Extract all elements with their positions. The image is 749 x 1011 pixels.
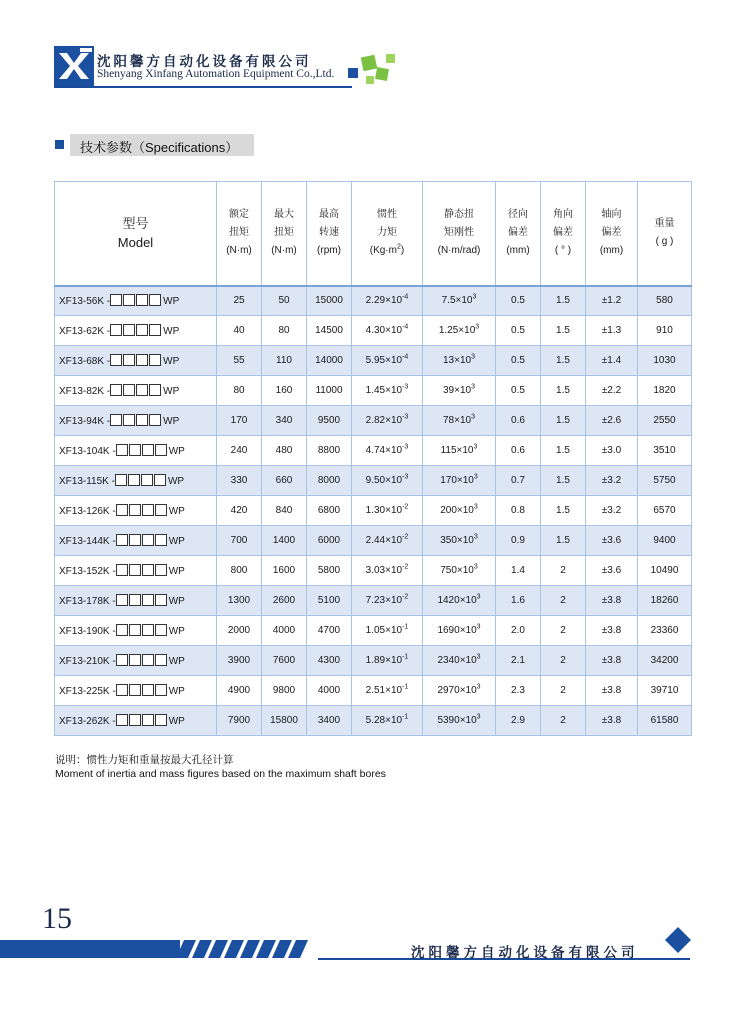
- option-box-icon: [142, 684, 154, 696]
- option-box-icon: [116, 534, 128, 546]
- cell-axial: ±3.6: [586, 526, 638, 556]
- cell-model: XF13-104K - WP: [55, 436, 217, 466]
- option-box-icon: [155, 504, 167, 516]
- cell-max-torque: 840: [262, 496, 307, 526]
- cell-model: XF13-94K - WP: [55, 406, 217, 436]
- cell-inertia: $5.95\times 10^{-4}$: [352, 346, 423, 376]
- cell-angular: 1.5: [541, 406, 586, 436]
- header-divider: [54, 86, 352, 88]
- cell-angular: 1.5: [541, 316, 586, 346]
- option-box-icon: [115, 474, 127, 486]
- option-box-icon: [110, 324, 122, 336]
- cell-rated-torque: 1300: [217, 586, 262, 616]
- option-box-icon: [116, 654, 128, 666]
- option-box-icon: [123, 294, 135, 306]
- cell-weight: 580: [638, 286, 692, 316]
- option-box-icon: [110, 414, 122, 426]
- col-header-stiffness: 静态扭 矩刚性 (N·m/rad): [423, 182, 496, 286]
- cell-radial: 0.5: [496, 346, 541, 376]
- cell-radial: 0.5: [496, 316, 541, 346]
- col-header-weight: 重量 ( g ): [638, 182, 692, 286]
- cell-inertia: $1.30\times 10^{-2}$: [352, 496, 423, 526]
- cell-model: XF13-262K - WP: [55, 706, 217, 736]
- option-box-icon: [155, 714, 167, 726]
- cell-model: XF13-144K - WP: [55, 526, 217, 556]
- option-box-icon: [141, 474, 153, 486]
- cell-max-torque: 80: [262, 316, 307, 346]
- cell-radial: 0.7: [496, 466, 541, 496]
- option-box-icon: [149, 414, 161, 426]
- cell-model: XF13-190K - WP: [55, 616, 217, 646]
- cell-weight: 61580: [638, 706, 692, 736]
- cell-model: XF13-126K - WP: [55, 496, 217, 526]
- option-box-icon: [123, 414, 135, 426]
- cell-inertia: $2.51\times 10^{-1}$: [352, 676, 423, 706]
- footer-stripe-band: [0, 940, 320, 958]
- cell-model: XF13-82K - WP: [55, 376, 217, 406]
- cell-max-speed: 5100: [307, 586, 352, 616]
- cell-stiffness: $7.5\times 10^3$: [423, 286, 496, 316]
- company-name-en: Shenyang Xinfang Automation Equipment Co.,Ltd.: [97, 68, 335, 80]
- cell-angular: 2: [541, 556, 586, 586]
- section-title: 技术参数（Specifications）: [80, 140, 239, 155]
- table-row: [55, 616, 692, 646]
- cell-inertia: $4.74\times 10^{-3}$: [352, 436, 423, 466]
- cell-max-speed: 9500: [307, 406, 352, 436]
- option-box-icon: [129, 714, 141, 726]
- cell-max-speed: 8800: [307, 436, 352, 466]
- cell-model: XF13-152K - WP: [55, 556, 217, 586]
- cell-inertia: $3.03\times 10^{-2}$: [352, 556, 423, 586]
- table-row: [55, 496, 692, 526]
- option-box-icon: [142, 564, 154, 576]
- col-header-max-torque: 最大 扭矩 (N·m): [262, 182, 307, 286]
- cell-max-torque: 9800: [262, 676, 307, 706]
- cell-angular: 2: [541, 586, 586, 616]
- cell-axial: ±3.2: [586, 466, 638, 496]
- col-header-rated-torque: 额定 扭矩 (N·m): [217, 182, 262, 286]
- cell-stiffness: $5390\times 10^3$: [423, 706, 496, 736]
- footer-company-name: 沈阳馨方自动化设备有限公司: [411, 945, 639, 960]
- cell-weight: 6570: [638, 496, 692, 526]
- cell-stiffness: $2970\times 10^3$: [423, 676, 496, 706]
- cell-angular: 2: [541, 616, 586, 646]
- company-name-cn: 沈阳馨方自动化设备有限公司: [97, 54, 312, 69]
- cell-max-speed: 3400: [307, 706, 352, 736]
- cell-radial: 2.3: [496, 676, 541, 706]
- cell-axial: ±3.0: [586, 436, 638, 466]
- table-row: [55, 586, 692, 616]
- option-box-icon: [149, 354, 161, 366]
- note-chinese: 说明：惯性力矩和重量按最大孔径计算: [55, 754, 234, 766]
- cell-radial: 0.5: [496, 286, 541, 316]
- cell-weight: 10490: [638, 556, 692, 586]
- cell-rated-torque: 240: [217, 436, 262, 466]
- cell-rated-torque: 40: [217, 316, 262, 346]
- option-box-icon: [142, 714, 154, 726]
- option-box-icon: [155, 684, 167, 696]
- option-box-icon: [116, 594, 128, 606]
- table-row: [55, 466, 692, 496]
- option-box-icon: [123, 354, 135, 366]
- option-box-icon: [116, 714, 128, 726]
- specifications-table: [54, 181, 692, 736]
- cell-rated-torque: 330: [217, 466, 262, 496]
- cell-max-speed: 14500: [307, 316, 352, 346]
- option-box-icon: [129, 564, 141, 576]
- cell-angular: 2: [541, 706, 586, 736]
- cell-stiffness: $1690\times 10^3$: [423, 616, 496, 646]
- cell-rated-torque: 2000: [217, 616, 262, 646]
- option-box-icon: [136, 414, 148, 426]
- option-box-icon: [136, 294, 148, 306]
- cell-max-torque: 160: [262, 376, 307, 406]
- cell-rated-torque: 7900: [217, 706, 262, 736]
- option-box-icon: [142, 534, 154, 546]
- cell-stiffness: $2340\times 10^3$: [423, 646, 496, 676]
- option-box-icon: [155, 444, 167, 456]
- col-header-axial: 轴向 偏差 (mm): [586, 182, 638, 286]
- cell-rated-torque: 4900: [217, 676, 262, 706]
- cell-angular: 1.5: [541, 526, 586, 556]
- col-header-radial: 径向 偏差 (mm): [496, 182, 541, 286]
- cell-weight: 39710: [638, 676, 692, 706]
- option-box-icon: [129, 594, 141, 606]
- cell-max-speed: 15000: [307, 286, 352, 316]
- cell-axial: ±2.2: [586, 376, 638, 406]
- cell-rated-torque: 55: [217, 346, 262, 376]
- cell-radial: 0.8: [496, 496, 541, 526]
- cell-stiffness: $78\times 10^3$: [423, 406, 496, 436]
- cell-weight: 1030: [638, 346, 692, 376]
- option-box-icon: [142, 654, 154, 666]
- cell-max-speed: 6800: [307, 496, 352, 526]
- option-box-icon: [142, 504, 154, 516]
- cell-axial: ±3.2: [586, 496, 638, 526]
- cell-angular: 1.5: [541, 436, 586, 466]
- cell-rated-torque: 800: [217, 556, 262, 586]
- cell-angular: 1.5: [541, 376, 586, 406]
- option-box-icon: [155, 534, 167, 546]
- cell-max-speed: 4300: [307, 646, 352, 676]
- option-box-icon: [142, 594, 154, 606]
- cell-radial: 0.5: [496, 376, 541, 406]
- cell-stiffness: $200\times 10^3$: [423, 496, 496, 526]
- col-header-max-speed: 最高 转速 (rpm): [307, 182, 352, 286]
- option-box-icon: [129, 624, 141, 636]
- col-header-inertia: 惯性 力矩 $(Kg\cdot m^2)$: [352, 182, 423, 286]
- cell-radial: 1.4: [496, 556, 541, 586]
- diamond-icon: [664, 926, 692, 954]
- cell-inertia: $5.28\times 10^{-1}$: [352, 706, 423, 736]
- page-number: 15: [42, 902, 72, 935]
- option-box-icon: [129, 504, 141, 516]
- cell-stiffness: $1420\times 10^3$: [423, 586, 496, 616]
- cell-max-torque: 15800: [262, 706, 307, 736]
- option-box-icon: [142, 444, 154, 456]
- option-box-icon: [123, 384, 135, 396]
- option-box-icon: [116, 564, 128, 576]
- option-box-icon: [149, 324, 161, 336]
- cell-inertia: $2.44\times 10^{-2}$: [352, 526, 423, 556]
- option-box-icon: [136, 384, 148, 396]
- cell-max-speed: 4000: [307, 676, 352, 706]
- cell-weight: 1820: [638, 376, 692, 406]
- option-box-icon: [155, 594, 167, 606]
- cell-weight: 5750: [638, 466, 692, 496]
- cell-stiffness: $1.25\times 10^3$: [423, 316, 496, 346]
- cell-axial: ±3.8: [586, 676, 638, 706]
- option-box-icon: [128, 474, 140, 486]
- cell-stiffness: $170\times 10^3$: [423, 466, 496, 496]
- table-row: [55, 436, 692, 466]
- cell-inertia: $1.05\times 10^{-1}$: [352, 616, 423, 646]
- cell-radial: 0.6: [496, 436, 541, 466]
- cell-max-torque: 660: [262, 466, 307, 496]
- cell-weight: 2550: [638, 406, 692, 436]
- option-box-icon: [154, 474, 166, 486]
- cell-stiffness: $350\times 10^3$: [423, 526, 496, 556]
- option-box-icon: [129, 534, 141, 546]
- option-box-icon: [116, 624, 128, 636]
- cell-max-torque: 480: [262, 436, 307, 466]
- cell-max-speed: 11000: [307, 376, 352, 406]
- table-row: [55, 646, 692, 676]
- option-box-icon: [110, 384, 122, 396]
- cell-max-torque: 340: [262, 406, 307, 436]
- cell-axial: ±1.3: [586, 316, 638, 346]
- table-header-row: [55, 182, 692, 286]
- cell-axial: ±2.6: [586, 406, 638, 436]
- cell-model: XF13-210K - WP: [55, 646, 217, 676]
- cell-model: XF13-178K - WP: [55, 586, 217, 616]
- cell-weight: 9400: [638, 526, 692, 556]
- cell-axial: ±3.6: [586, 556, 638, 586]
- table-row: [55, 706, 692, 736]
- cell-axial: ±3.8: [586, 616, 638, 646]
- cell-axial: ±3.8: [586, 706, 638, 736]
- table-row: [55, 316, 692, 346]
- cell-inertia: $1.89\times 10^{-1}$: [352, 646, 423, 676]
- option-box-icon: [142, 624, 154, 636]
- cell-angular: 2: [541, 646, 586, 676]
- table-row: [55, 376, 692, 406]
- table-row: [55, 556, 692, 586]
- cell-model: XF13-56K - WP: [55, 286, 217, 316]
- cell-max-torque: 1400: [262, 526, 307, 556]
- green-squares-decoration: [346, 50, 398, 90]
- cell-radial: 2.9: [496, 706, 541, 736]
- cell-weight: 34200: [638, 646, 692, 676]
- option-box-icon: [129, 444, 141, 456]
- cell-angular: 1.5: [541, 466, 586, 496]
- option-box-icon: [110, 294, 122, 306]
- company-logo: [54, 46, 94, 86]
- cell-weight: 3510: [638, 436, 692, 466]
- cell-rated-torque: 170: [217, 406, 262, 436]
- option-box-icon: [155, 564, 167, 576]
- cell-radial: 1.6: [496, 586, 541, 616]
- option-box-icon: [129, 654, 141, 666]
- cell-max-speed: 14000: [307, 346, 352, 376]
- option-box-icon: [116, 504, 128, 516]
- option-box-icon: [129, 684, 141, 696]
- cell-model: XF13-62K - WP: [55, 316, 217, 346]
- option-box-icon: [116, 444, 128, 456]
- option-box-icon: [155, 654, 167, 666]
- table-row: [55, 526, 692, 556]
- cell-rated-torque: 420: [217, 496, 262, 526]
- col-header-angular: 角向 偏差 ( ° ): [541, 182, 586, 286]
- table-row: [55, 406, 692, 436]
- cell-weight: 18260: [638, 586, 692, 616]
- cell-axial: ±1.2: [586, 286, 638, 316]
- cell-max-torque: 4000: [262, 616, 307, 646]
- cell-radial: 0.6: [496, 406, 541, 436]
- cell-stiffness: $39\times 10^3$: [423, 376, 496, 406]
- option-box-icon: [110, 354, 122, 366]
- cell-angular: 1.5: [541, 346, 586, 376]
- option-box-icon: [136, 324, 148, 336]
- cell-weight: 910: [638, 316, 692, 346]
- cell-max-torque: 7600: [262, 646, 307, 676]
- cell-weight: 23360: [638, 616, 692, 646]
- cell-radial: 2.0: [496, 616, 541, 646]
- cell-inertia: $7.23\times 10^{-2}$: [352, 586, 423, 616]
- cell-inertia: $2.29\times 10^{-4}$: [352, 286, 423, 316]
- cell-axial: ±1.4: [586, 346, 638, 376]
- cell-axial: ±3.8: [586, 646, 638, 676]
- cell-radial: 0.9: [496, 526, 541, 556]
- table-row: [55, 286, 692, 316]
- cell-stiffness: $13\times 10^3$: [423, 346, 496, 376]
- cell-model: XF13-68K - WP: [55, 346, 217, 376]
- cell-max-torque: 1600: [262, 556, 307, 586]
- cell-max-speed: 5800: [307, 556, 352, 586]
- cell-max-speed: 4700: [307, 616, 352, 646]
- cell-model: XF13-115K - WP: [55, 466, 217, 496]
- cell-radial: 2.1: [496, 646, 541, 676]
- cell-rated-torque: 25: [217, 286, 262, 316]
- section-bullet-icon: [55, 140, 64, 149]
- cell-angular: 2: [541, 676, 586, 706]
- option-box-icon: [136, 354, 148, 366]
- cell-model: XF13-225K - WP: [55, 676, 217, 706]
- table-row: [55, 346, 692, 376]
- cell-angular: 1.5: [541, 286, 586, 316]
- cell-max-speed: 8000: [307, 466, 352, 496]
- cell-max-torque: 50: [262, 286, 307, 316]
- cell-stiffness: $115\times 10^3$: [423, 436, 496, 466]
- cell-inertia: $4.30\times 10^{-4}$: [352, 316, 423, 346]
- option-box-icon: [116, 684, 128, 696]
- cell-inertia: $9.50\times 10^{-3}$: [352, 466, 423, 496]
- col-header-model: 型号 Model: [55, 182, 217, 286]
- cell-max-torque: 110: [262, 346, 307, 376]
- option-box-icon: [149, 294, 161, 306]
- cell-rated-torque: 3900: [217, 646, 262, 676]
- cell-max-torque: 2600: [262, 586, 307, 616]
- cell-inertia: $1.45\times 10^{-3}$: [352, 376, 423, 406]
- cell-inertia: $2.82\times 10^{-3}$: [352, 406, 423, 436]
- option-box-icon: [155, 624, 167, 636]
- cell-rated-torque: 700: [217, 526, 262, 556]
- cell-rated-torque: 80: [217, 376, 262, 406]
- option-box-icon: [149, 384, 161, 396]
- cell-angular: 1.5: [541, 496, 586, 526]
- note-english: Moment of inertia and mass figures based on the maximum shaft bores: [55, 768, 386, 780]
- table-row: [55, 676, 692, 706]
- cell-max-speed: 6000: [307, 526, 352, 556]
- cell-stiffness: $750\times 10^3$: [423, 556, 496, 586]
- option-box-icon: [123, 324, 135, 336]
- cell-axial: ±3.8: [586, 586, 638, 616]
